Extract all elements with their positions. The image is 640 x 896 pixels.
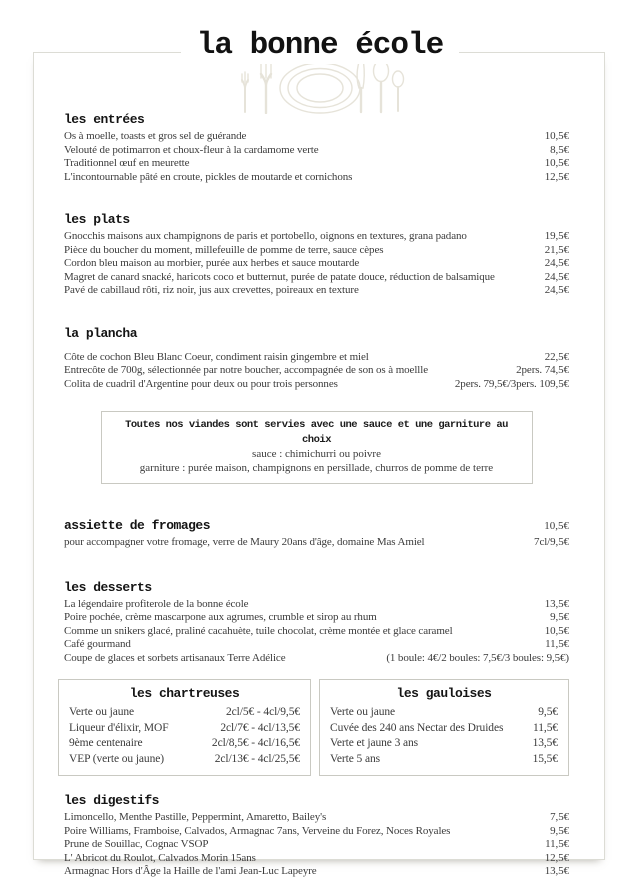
- menu-item-row: [69, 721, 300, 737]
- item-price: 9,5€: [550, 824, 569, 837]
- item-name: Verte ou jaune: [330, 706, 396, 718]
- item-price: 2cl/13€ - 4cl/25,5€: [214, 752, 300, 765]
- item-price: 2cl/5€ - 4cl/9,5€: [226, 706, 300, 718]
- item-name: Entrecôte de 700g, sélectionnée par notre boucher, accompagnée de son os à moellle: [64, 364, 428, 376]
- item-name: Traditionnel œuf en meurette: [64, 157, 190, 169]
- menu-item-row: [64, 284, 569, 298]
- notice-sauce: sauce : chimichurri ou poivre: [252, 448, 381, 460]
- item-name: Poire pochée, crème mascarpone aux agrumes, crumble et sirop au rhum: [64, 611, 377, 623]
- restaurant-title-text: la bonne école: [181, 28, 459, 64]
- menu-item-row: [64, 825, 569, 839]
- menu-item-row: [69, 736, 300, 752]
- item-name: Magret de canard snacké, haricots coco et butternut, purée de patate douce, réduction de balsamique: [64, 270, 495, 283]
- section-digestifs: [64, 792, 569, 879]
- item-price: 15,5€: [532, 752, 558, 765]
- menu-item-row: [64, 351, 569, 365]
- notice-garniture: garniture : purée maison, champignons en persillade, churros de pomme de terre: [139, 461, 494, 474]
- box-heading-gauloises: les gauloises: [396, 686, 492, 701]
- section-fromages: [64, 517, 569, 550]
- menu-item-row: [64, 652, 569, 666]
- item-name: L' Abricot du Roulot, Calvados Morin 15ans: [64, 851, 256, 864]
- menu-item-row: [64, 625, 569, 639]
- notice-title: Toutes nos viandes sont servies avec une sauce et une garniture au choix: [125, 419, 508, 446]
- section-heading-digestifs: les digestifs: [64, 793, 159, 808]
- item-price: 7,5€: [550, 811, 569, 823]
- item-price: 12,5€: [544, 170, 569, 183]
- item-name: Armagnac Hors d'Âge la Haille de l'ami Jean-Luc Lapeyre: [64, 865, 317, 877]
- item-price: 24,5€: [544, 284, 569, 296]
- notice-box: [101, 411, 533, 484]
- box-heading-chartreuses: les chartreuses: [129, 686, 240, 701]
- menu-item-row: [64, 171, 569, 185]
- item-price: 2pers. 74,5€: [516, 364, 569, 376]
- item-name: Liqueur d'élixir, MOF: [69, 721, 169, 734]
- item-name: L'incontournable pâté en croute, pickles de moutarde et cornichons: [64, 170, 353, 183]
- item-price: 10,5€: [544, 157, 569, 169]
- section-desserts: [64, 579, 569, 666]
- item-price: 10,5€: [544, 624, 569, 637]
- item-name: Coupe de glaces et sorbets artisanaux Terre Adélice: [64, 651, 286, 664]
- section-entrees: [64, 111, 569, 184]
- item-name: Velouté de potimarron et choux-fleur à la cardamome verte: [64, 143, 319, 156]
- section-heading-entrees: les entrées: [64, 112, 145, 127]
- menu-item-row: [64, 157, 569, 171]
- item-name: Prune de Souillac, Cognac VSOP: [64, 838, 209, 850]
- item-name: Pièce du boucher du moment, millefeuille de pomme de terre, sauce cèpes: [64, 243, 384, 256]
- menu-content: [34, 53, 604, 879]
- item-name: Colita de cuadril d'Argentine pour deux ou pour trois personnes: [64, 377, 338, 390]
- item-name: Cuvée des 240 ans Nectar des Druides: [330, 721, 504, 734]
- menu-item-row: [69, 752, 300, 768]
- drinks-box-chartreuses: [58, 679, 311, 776]
- item-price: 8,5€: [550, 143, 569, 156]
- item-price: 10,5€: [544, 130, 569, 142]
- menu-item-row: [64, 244, 569, 258]
- item-name: Limoncello, Menthe Pastille, Peppermint, Amaretto, Bailey's: [64, 811, 327, 823]
- section-heading-plancha: la plancha: [64, 325, 138, 341]
- item-price: 13,5€: [532, 737, 558, 749]
- item-name: Verte ou jaune: [69, 706, 135, 718]
- item-price: 11,5€: [545, 638, 569, 650]
- menu-item-row: [64, 230, 569, 244]
- menu-item-row: [64, 838, 569, 852]
- item-price: 22,5€: [544, 350, 569, 363]
- item-price: 21,5€: [544, 243, 569, 256]
- item-name: Cordon bleu maison au morbier, purée aux herbes et sauce moutarde: [64, 257, 360, 269]
- menu-item-row: [64, 257, 569, 271]
- item-name: Verte 5 ans: [330, 752, 380, 765]
- menu-item-row: [64, 611, 569, 625]
- menu-item-row: [330, 705, 558, 721]
- drinks-boxes-row: [58, 679, 569, 776]
- item-price: 9,5€: [538, 706, 558, 718]
- section-plats: [64, 211, 569, 298]
- menu-item-row: [330, 721, 558, 737]
- menu-item-row: [64, 130, 569, 144]
- item-price: 12,5€: [544, 851, 569, 864]
- item-price: 7cl/9,5€: [534, 536, 569, 548]
- item-name: La légendaire profiterole de la bonne école: [64, 597, 249, 610]
- menu-item-row: [330, 752, 558, 768]
- item-price: 11,5€: [533, 721, 558, 734]
- item-price: 24,5€: [544, 257, 569, 269]
- section-heading-plats: les plats: [64, 212, 130, 227]
- item-name: Pavé de cabillaud rôti, riz noir, jus aux crevettes, poireaux en texture: [64, 284, 359, 296]
- item-price: 13,5€: [544, 865, 569, 877]
- menu-item-row: [64, 271, 569, 285]
- item-price: 13,5€: [544, 597, 569, 610]
- item-name: pour accompagner votre fromage, verre de Maury 20ans d'âge, domaine Mas Amiel: [64, 536, 425, 548]
- fromages-heading-row: [64, 517, 569, 536]
- item-name: Comme un snikers glacé, praliné cacahuète, tuile chocolat, crème montée et glace caramel: [64, 624, 453, 637]
- item-price: 19,5€: [544, 230, 569, 242]
- menu-item-row: [64, 144, 569, 158]
- menu-item-row: [64, 378, 569, 392]
- section-plancha: [64, 325, 569, 392]
- menu-item-row: [330, 736, 558, 752]
- item-price: 9,5€: [550, 611, 569, 623]
- menu-item-row: [64, 638, 569, 652]
- plancha-items: [64, 351, 569, 392]
- menu-item-row: [64, 536, 569, 550]
- restaurant-title: [0, 24, 640, 64]
- item-price: 2cl/7€ - 4cl/13,5€: [220, 721, 300, 734]
- menu-item-row: [64, 852, 569, 866]
- item-name: Café gourmand: [64, 638, 131, 650]
- menu-sheet: [33, 52, 605, 877]
- menu-item-row: [64, 598, 569, 612]
- item-name: Côte de cochon Bleu Blanc Coeur, condiment raisin gingembre et miel: [64, 350, 369, 363]
- item-name: Os à moelle, toasts et gros sel de guérande: [64, 130, 247, 142]
- item-name: Verte et jaune 3 ans: [330, 737, 419, 749]
- menu-item-row: [64, 865, 569, 879]
- section-heading-fromages: assiette de fromages: [64, 518, 211, 533]
- item-price: (1 boule: 4€/2 boules: 7,5€/3 boules: 9,5€): [386, 651, 569, 664]
- item-price: 2pers. 79,5€/3pers. 109,5€: [454, 377, 569, 390]
- item-price: 24,5€: [544, 270, 569, 283]
- item-name: Poire Williams, Framboise, Calvados, Armagnac 7ans, Verveine du Forez, Noces Royales: [64, 824, 451, 837]
- item-price: 10,5€: [544, 520, 569, 532]
- drinks-box-gauloises: [319, 679, 569, 776]
- item-price: 11,5€: [545, 838, 569, 850]
- menu-item-row: [64, 364, 569, 378]
- menu-item-row: [69, 705, 300, 721]
- menu-item-row: [64, 811, 569, 825]
- item-name: 9ème centenaire: [69, 737, 143, 749]
- item-name: VEP (verte ou jaune): [69, 752, 164, 765]
- section-heading-desserts: les desserts: [64, 579, 152, 595]
- item-price: 2cl/8,5€ - 4cl/16,5€: [211, 737, 300, 749]
- item-name: Gnocchis maisons aux champignons de paris et portobello, oignons en textures, grana padano: [64, 230, 467, 242]
